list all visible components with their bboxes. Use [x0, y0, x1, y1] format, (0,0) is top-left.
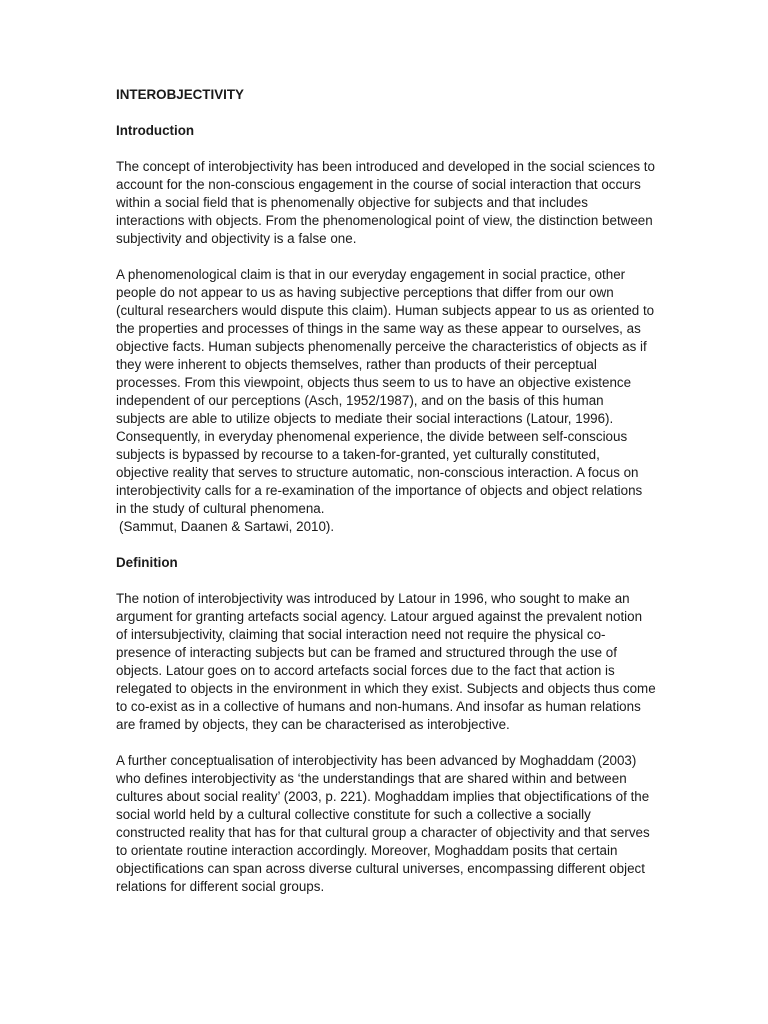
document-page	[116, 86, 656, 914]
section-heading-introduction: Introduction	[116, 123, 195, 138]
definition-paragraph-1: The notion of interobjectivity was introduced by Latour in 1996, who sought to make an argument for granting artefacts social agency. Latour argued against the prevalent notion of intersubjectivity, claiming that social interaction need not require the physical co-presence of interacting subjects but can be framed and structured through the use of objects. Latour goes on to accord artefacts social forces due to the fact that action is relegated to objects in the environment in which they exist. Subjects and objects thus come to co-exist as in a collective of humans and non-humans. And insofar as human relations are framed by objects, they can be characterised as interobjective.	[116, 591, 656, 732]
section-heading-definition: Definition	[116, 555, 178, 570]
introduction-paragraph-2: A phenomenological claim is that in our everyday engagement in social practice, other people do not appear to us as having subjective perceptions that differ from our own (cultural researchers would dispute this claim). Human subjects appear to us as oriented to the properties and processes of things in the same way as these appear to ourselves, as objective facts. Human subjects phenomenally perceive the characteristics of objects as if they were inherent to objects themselves, rather than products of their perceptual processes. From this viewpoint, objects thus seem to us to have an objective existence independent of our perceptions (Asch, 1952/1987), and on the basis of this human subjects are able to utilize objects to mediate their social interactions (Latour, 1996). Consequently, in everyday phenomenal experience, the divide between self-conscious subjects is bypassed by recourse to a taken-for-granted, yet culturally constituted, objective reality that serves to structure automatic, non-conscious interaction. A focus on interobjectivity calls for a re-examination of the importance of objects and object relations in the study of cultural phenomena.	[116, 267, 655, 516]
document-title: INTEROBJECTIVITY	[116, 87, 244, 102]
introduction-paragraph-1: The concept of interobjectivity has been introduced and developed in the social sciences to account for the non-conscious engagement in the course of social interaction that occurs within a social field that is phenomenally objective for subjects and that includes interactions with objects. From the phenomenological point of view, the distinction between subjectivity and objectivity is a false one.	[116, 159, 655, 246]
definition-paragraph-2: A further conceptualisation of interobjectivity has been advanced by Moghaddam (2003) who defines interobjectivity as ‘the understandings that are shared within and between cultures about social reality’ (2003, p. 221). Moghaddam implies that objectifications of the social world held by a cultural collective constitute for such a collective a socially constructed reality that has for that cultural group a character of objectivity and that serves to orientate routine interaction accordingly. Moreover, Moghaddam posits that certain objectifications can span across diverse cultural universes, encompassing different object relations for different social groups.	[116, 753, 650, 894]
introduction-citation: (Sammut, Daanen & Sartawi, 2010).	[119, 519, 335, 534]
